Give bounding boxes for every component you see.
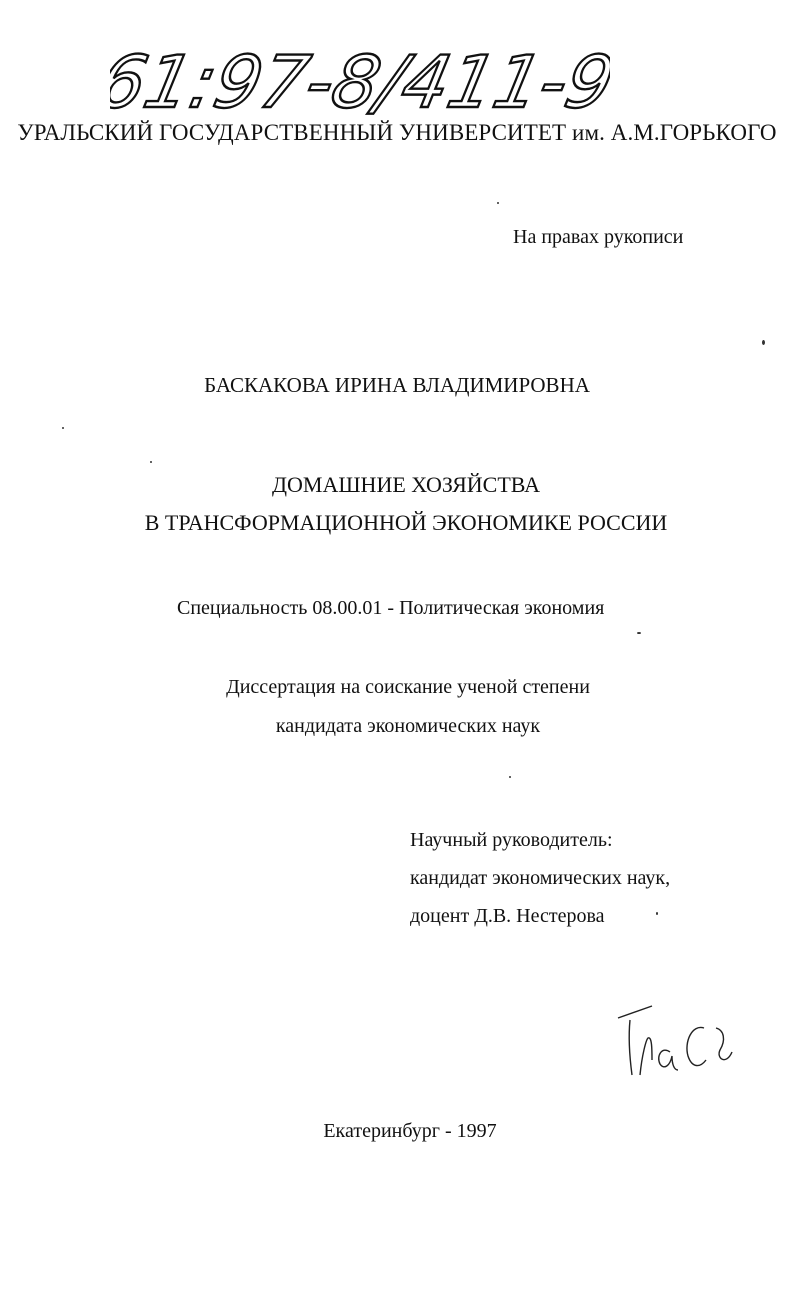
handwritten-catalog-number <box>110 35 610 125</box>
dissertation-line-2: кандидата экономических наук <box>275 715 541 737</box>
scan-speck <box>762 340 765 345</box>
university-name: УРАЛЬСКИЙ ГОСУДАРСТВЕННЫЙ УНИВЕРСИТЕТ им. А.М.ГОРЬКОГО <box>17 120 777 145</box>
scan-speck <box>497 202 499 204</box>
scan-speck <box>62 427 64 429</box>
scan-speck <box>150 461 152 463</box>
dissertation-line-1: Диссертация на соискание ученой степени <box>226 676 590 698</box>
scan-speck <box>509 776 511 778</box>
thesis-title-line-1: ДОМАШНИЕ ХОЗЯЙСТВА <box>272 472 540 497</box>
signature-drawing <box>600 990 750 1090</box>
manuscript-rights-note: На правах рукописи <box>513 226 684 248</box>
place-and-year: Екатеринбург - 1997 <box>323 1120 497 1142</box>
thesis-title-line-2: В ТРАНСФОРМАЦИОННОЙ ЭКОНОМИКЕ РОССИИ <box>144 510 668 535</box>
advisor-heading: Научный руководитель: <box>410 829 613 851</box>
specialty-line: Специальность 08.00.01 - Политическая экономия <box>177 597 605 619</box>
advisor-name: доцент Д.В. Нестерова <box>410 905 605 927</box>
handwritten-number-drawing <box>110 35 610 125</box>
scan-speck <box>656 912 658 915</box>
advisor-degree: кандидат экономических наук, <box>410 867 671 889</box>
handwritten-number-text: 61:97-8/411-9 <box>110 40 610 125</box>
scan-speck <box>637 632 641 634</box>
handwritten-signature <box>600 990 750 1090</box>
author-name: БАСКАКОВА ИРИНА ВЛАДИМИРОВНА <box>204 373 590 397</box>
